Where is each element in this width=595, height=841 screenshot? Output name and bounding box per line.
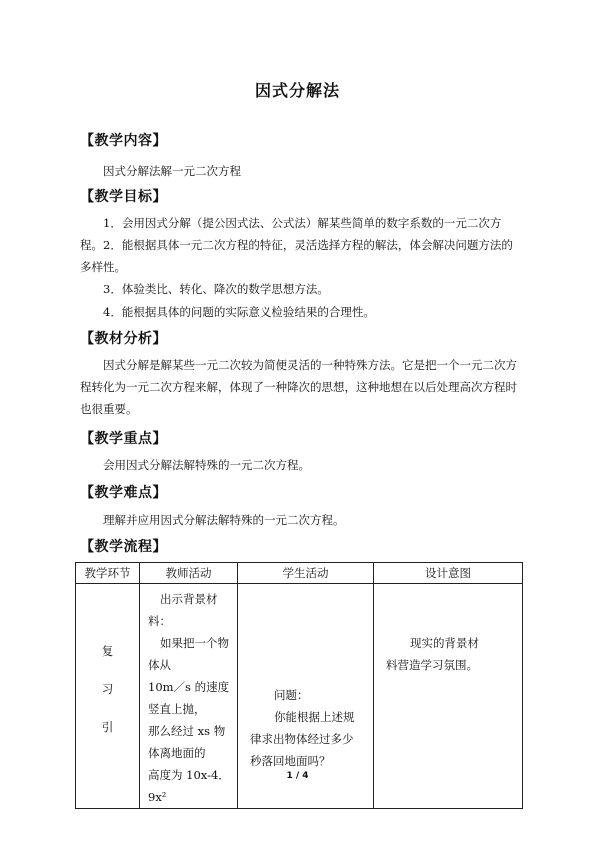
key-points-body: 会用因式分解法解特殊的一元二次方程。 (103, 458, 310, 472)
teacher-line: 高度为 10x-4．9x² (148, 768, 230, 804)
teacher-line: 10m／s 的速度竖直上抛， (148, 680, 230, 716)
objective-item-3: 3．体验类比、转化、降次的数学思想方法。 (103, 282, 329, 296)
student-line: 律求出物体经过多少 (250, 732, 354, 746)
student-line: 问题： (274, 688, 309, 702)
page-title: 因式分解法 (254, 81, 340, 100)
table-header-row (76, 563, 523, 584)
table-header-cell: 学生活动 (238, 563, 374, 584)
section-heading-process: 【教学流程】 (80, 539, 167, 555)
table-header-cell: 教师活动 (140, 563, 238, 584)
design-line: 现实的背景材 (410, 636, 479, 650)
section-heading-difficulties: 【教学难点】 (80, 485, 167, 501)
stage-char: 复 (101, 644, 114, 658)
student-line: 你能根据上述规 (274, 710, 355, 724)
objective-item-2: 2．能根据具体一元二次方程的特征，灵活选择方程的解法，体会解决问题方法的多样性。 (80, 238, 513, 274)
objective-item-1: 1．会用因式分解（提公因式法、公式法）解某些简单的数字系数的一元二次方程。 (80, 216, 502, 252)
stage-char: 习 (101, 682, 114, 696)
section-heading-analysis: 【教材分析】 (80, 331, 167, 347)
page-number: 1 / 4 (286, 771, 309, 781)
table-header-cell: 教学环节 (76, 563, 140, 584)
table-header-cell: 设计意图 (374, 563, 523, 584)
teacher-line: 那么经过 xs 物体离地面的 (148, 724, 226, 760)
difficulties-body: 理解并应用因式分解法解特殊的一元二次方程。 (103, 513, 345, 527)
analysis-body: 因式分解是解某些一元二次较为简便灵活的一种特殊方法。它是把一个一元二次方程转化为一元二次方程来解，体现了一种降次的思想，这种地想在以后处理高次方程时也很重要。 (80, 358, 517, 416)
content-body: 因式分解法解一元二次方程 (103, 164, 241, 178)
student-line: 秒落回地面吗？ (250, 754, 331, 768)
stage-char: 引 (101, 720, 114, 734)
objective-item-4: 4．能根据具体的问题的实际意义检验结果的合理性。 (103, 305, 375, 319)
design-line: 料营造学习氛围。 (386, 658, 478, 672)
teacher-line: 如果把一个物体从 (148, 636, 229, 672)
teacher-line: 出示背景材料： (148, 592, 218, 628)
section-heading-objectives: 【教学目标】 (80, 189, 167, 205)
section-heading-content: 【教学内容】 (80, 133, 167, 149)
section-heading-key-points: 【教学重点】 (80, 431, 167, 447)
